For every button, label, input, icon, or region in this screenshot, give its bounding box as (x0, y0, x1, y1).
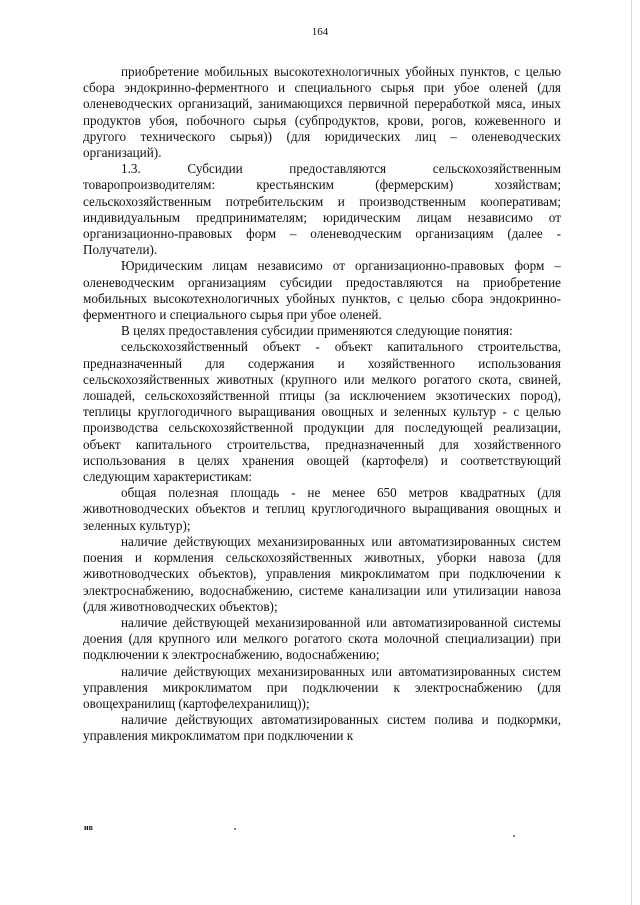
paragraph-legal-entities: Юридическим лицам независимо от организационно-правовых форм – оленеводческим организациям субсидии предоставляются на приобретение мобильных высокотехнологичных убойных пунктов, с целью сбора эндокринно-ферментного и специального сырья при убое оленей. (83, 258, 561, 323)
scan-speck (513, 835, 515, 837)
paragraph-definitions-intro: В целях предоставления субсидии применяются следующие понятия: (121, 323, 513, 339)
scan-speck (234, 828, 236, 830)
paragraph-subsidy-recipients: 1.3. Субсидии предоставляются сельскохозяйственным товаропроизводителям: крестьянским (фермерским) хозяйствам; сельскохозяйственным потребительским и производственным кооперативам; индивидуальным предпринимателям; юридическим лицам независимо от организационно-правовых форм – оленеводческим организациям (далее - Получатели). (83, 161, 561, 258)
footer-mark: ив (84, 823, 93, 832)
page-edge-line (631, 0, 632, 905)
paragraph-irrigation-systems: наличие действующих автоматизированных систем полива и подкормки, управления микроклиматом при подключении к (83, 712, 561, 744)
paragraph-feeding-systems: наличие действующих механизированных или автоматизированных систем поения и кормления сельскохозяйственных животных, уборки навоза (для животноводческих объектов), управления микроклиматом при подключении к электроснабжению, водоснабжению, системе канализации или утилизации навоза (для животноводческих объектов); (83, 533, 561, 614)
paragraph-milking-system: наличие действующей механизированной или автоматизированной системы доения (для крупного или мелкого рогатого скота молочной специализации) при подключении к электроснабжению, водоснабжению; (83, 614, 561, 663)
document-body (83, 64, 561, 745)
paragraph-agricultural-object: сельскохозяйственный объект - объект капитального строительства, предназначенный для содержания и хозяйственного использования сельскохозяйственных животных (крупного или мелкого рогатого скота, свиней, лошадей, сельскохозяйственной птицы (за исключением экзотических пород), теплицы круглогодичного выращивания овощных и зеленных культур - с целью производства сельскохозяйственной продукции для последующей реализации, объект капитального строительства, предназначенный для хозяйственного использования в целях хранения овощей (картофеля) и соответствующий следующим характеристикам: (83, 339, 561, 485)
paragraph-acquisition-purpose: приобретение мобильных высокотехнологичных убойных пунктов, с целью сбора эндокринно-ферментного и специального сырья при убое оленей (для оленеводческих организаций, занимающихся первичной переработкой мяса, иных продуктов убоя, побочного сырья (субпродуктов, крови, рогов, кожевенного и другого технического сырья)) (для юридических лиц – оленеводческих организаций). (83, 64, 561, 161)
page-number: 164 (311, 26, 329, 38)
paragraph-floor-area: общая полезная площадь - не менее 650 метров квадратных (для животноводческих объектов и теплиц круглогодичного выращивания овощных и зеленных культур); (83, 485, 561, 533)
paragraph-storage-climate: наличие действующих механизированных или автоматизированных систем управления микроклиматом при подключении к электроснабжению (для овощехранилищ (картофелехранилищ)); (83, 663, 561, 711)
